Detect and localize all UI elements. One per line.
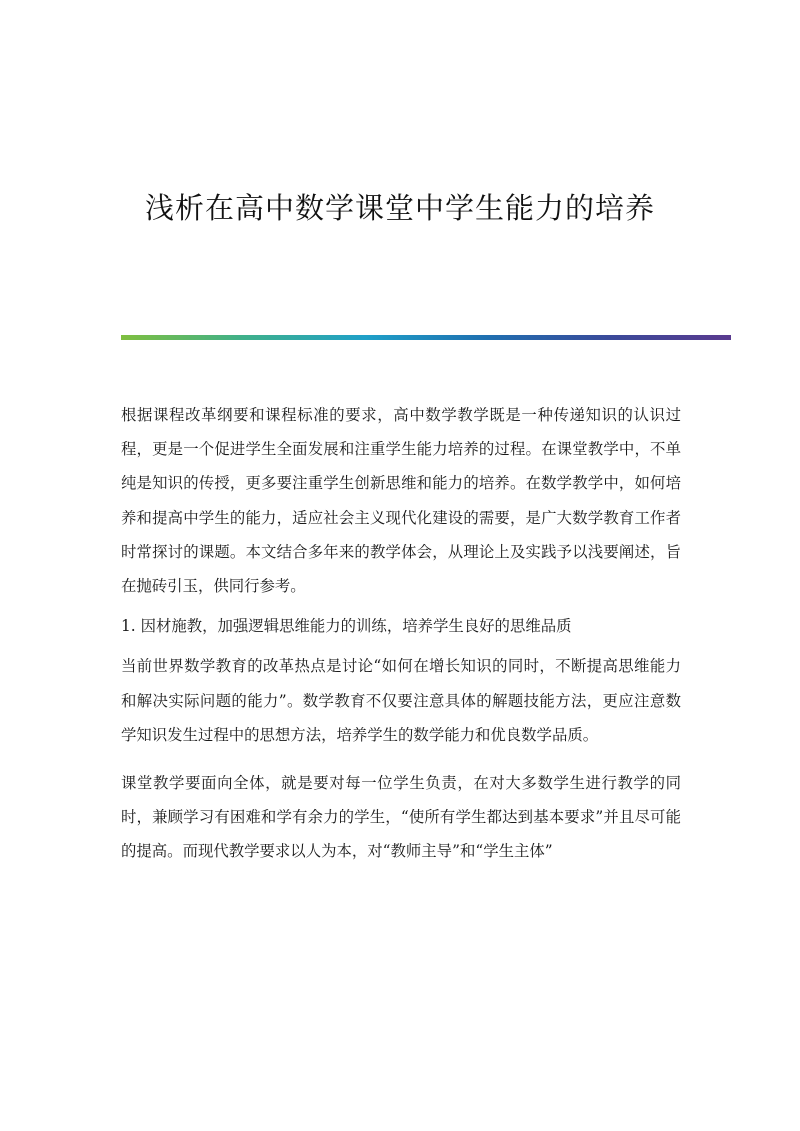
section-heading-1: 1. 因材施教，加强逻辑思维能力的训练，培养学生良好的思维品质 bbox=[121, 617, 572, 636]
body-paragraph: 课堂教学要面向全体，就是要对每一位学生负责，在对大多数学生进行教学的同时，兼顾学习有困难和学有余力的学生，“使所有学生都达到基本要求”并且尽可能的提高。而现代教学要求以人为本，对“教师主导”和“学生主体” bbox=[121, 774, 681, 861]
body-paragraph: 当前世界数学教育的改革热点是讨论“如何在增长知识的同时，不断提高思维能力和解决实际问题的能力”。数学教育不仅要注意具体的解题技能方法，更应注意数学知识发生过程中的思想方法，培养学生的数学能力和优良数学品质。 bbox=[121, 657, 681, 744]
document-body bbox=[121, 398, 681, 869]
intro-paragraph: 根据课程改革纲要和课程标准的要求，高中数学教学既是一种传递知识的认识过程，更是一个促进学生全面发展和注重学生能力培养的过程。在课堂教学中，不单纯是知识的传授，更多要注重学生创新思维和能力的培养。在数学教学中，如何培养和提高中学生的能力，适应社会主义现代化建设的需要，是广大数学教育工作者时常探讨的课题。本文结合多年来的教学体会，从理论上及实践予以浅要阐述，旨在抛砖引玉，供同行参考。 bbox=[121, 406, 681, 596]
document-title: 浅析在高中数学课堂中学生能力的培养 bbox=[144, 191, 655, 225]
gradient-divider bbox=[121, 335, 731, 340]
